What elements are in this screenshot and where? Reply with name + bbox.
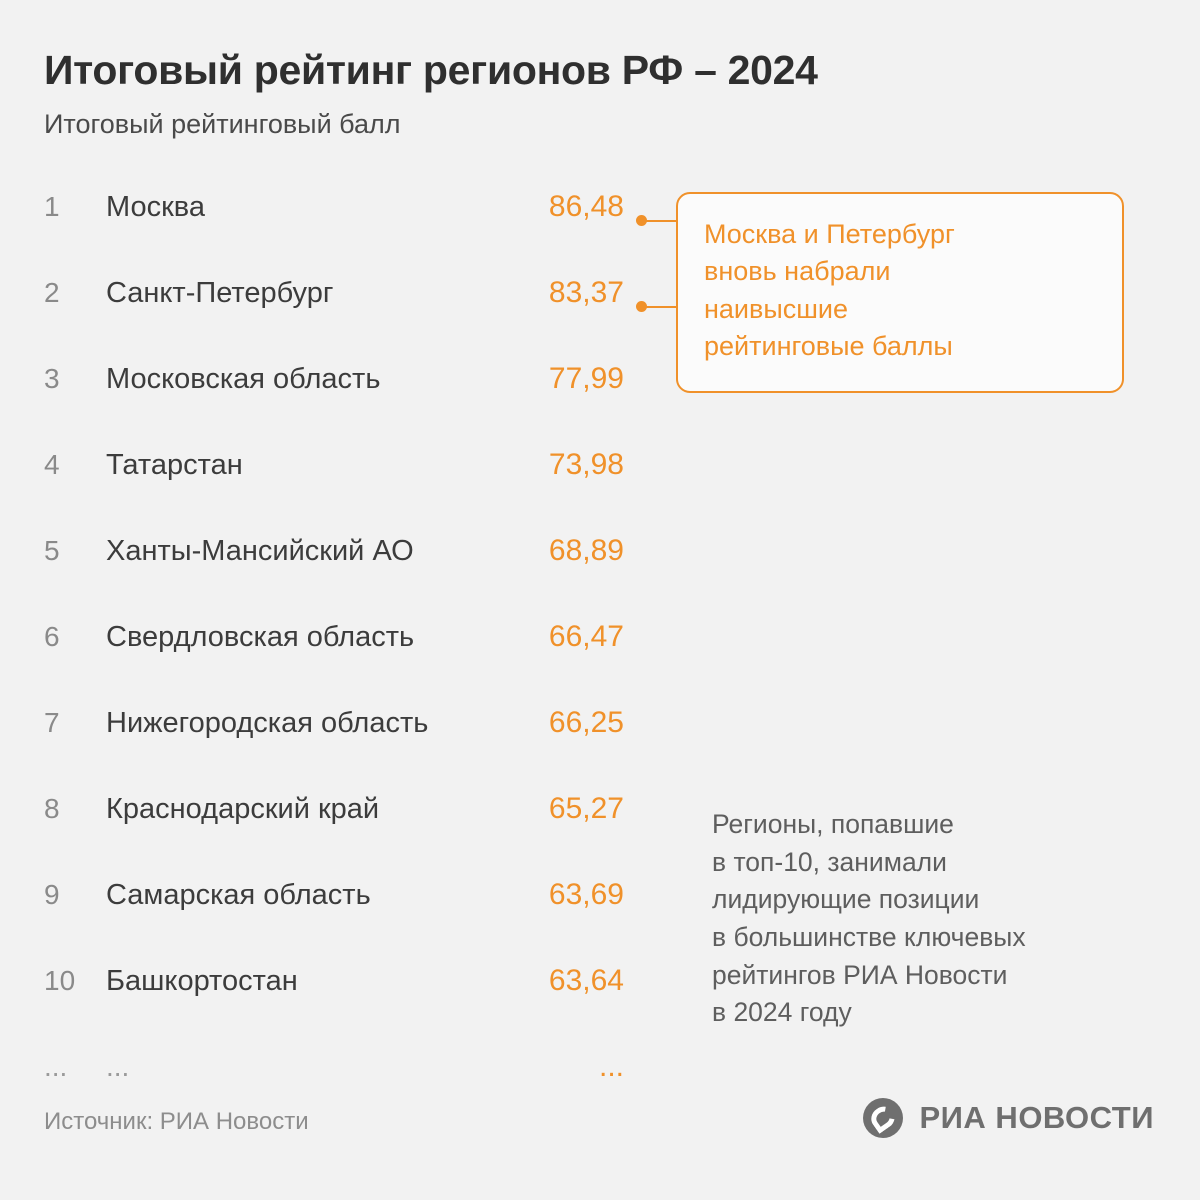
region-name: Московская область [106,363,381,395]
list-item [44,534,624,620]
note-line: в 2024 году [712,997,852,1028]
list-item [44,964,624,1050]
region-name: Свердловская область [106,621,415,653]
region-score: 86,48 [548,190,624,223]
region-name: Ханты-Мансийский АО [106,535,414,567]
note-text [712,806,1172,1032]
rank-number: 7 [44,707,60,738]
region-name: Самарская область [106,879,371,911]
rank-number: 1 [44,191,60,222]
footer [0,1082,1200,1200]
note-line: Регионы, попавшие [712,809,954,839]
page-title: Итоговый рейтинг регионов РФ – 2024 [44,47,818,93]
brand-name: РИА НОВОСТИ [919,1100,1154,1135]
callout-box [676,192,1124,393]
rank-number: 3 [44,363,60,394]
region-score: 73,98 [548,448,624,481]
note-line: в большинстве ключевых [712,921,1026,952]
region-name: Санкт-Петербург [106,277,334,309]
leader-line-first [646,220,678,222]
note-line: рейтингов РИА Новости [712,959,1008,990]
list-item [44,878,624,964]
rank-ellipsis: ... [44,1051,68,1082]
rank-number: 8 [44,793,60,824]
region-score: 63,64 [548,964,624,997]
rank-number: 5 [44,535,60,566]
list-item [44,706,624,792]
callout-line: рейтинговые баллы [704,330,953,361]
callout-line: Москва и Петербург [704,219,955,249]
callout-line: наивысшие [704,293,849,324]
region-name: Башкортостан [106,965,298,997]
rank-number: 6 [44,621,60,652]
region-score: 77,99 [548,362,624,395]
region-score: 65,27 [548,792,624,825]
list-item [44,792,624,878]
ranking-list [44,190,624,1110]
list-item [44,190,624,276]
leader-line-second [646,306,678,308]
rank-number: 4 [44,449,60,480]
source-label: Источник: РИА Новости [44,1108,309,1135]
rank-number: 9 [44,879,60,910]
region-score: 63,69 [548,878,624,911]
list-item [44,620,624,706]
region-name: Татарстан [106,449,243,481]
note-line: лидирующие позиции [712,884,980,915]
region-name: Нижегородская область [106,707,429,739]
note-line: в топ-10, занимали [712,846,947,877]
region-score: 66,47 [548,620,624,653]
region-name: Краснодарский край [106,793,380,825]
list-item [44,362,624,448]
ria-swirl-icon [863,1098,903,1138]
region-score: 68,89 [548,534,624,567]
page-subtitle: Итоговый рейтинговый балл [44,109,401,140]
region-ellipsis: ... [106,1051,130,1082]
region-score: 83,37 [548,276,624,309]
score-ellipsis: ... [598,1050,624,1083]
region-score: 66,25 [548,706,624,739]
rank-number: 10 [44,965,76,996]
rank-number: 2 [44,277,60,308]
callout-line: вновь набрали [704,256,891,287]
list-item [44,448,624,534]
list-item [44,276,624,362]
brand-logo [863,1098,1154,1138]
region-name: Москва [106,191,206,223]
